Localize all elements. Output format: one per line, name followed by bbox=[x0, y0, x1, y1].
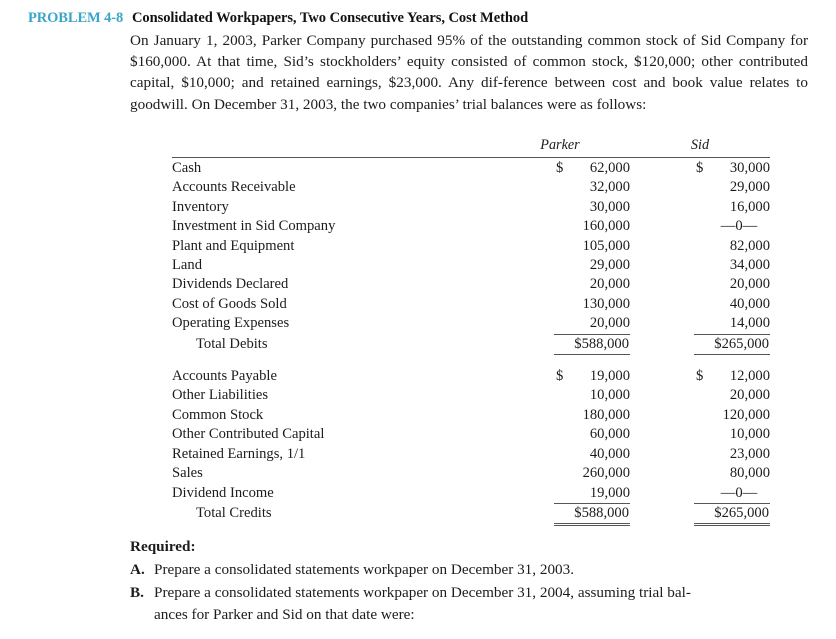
amount-value: 12,000 bbox=[729, 368, 770, 385]
amount-value: 40,000 bbox=[729, 295, 770, 312]
row-label: Investment in Sid Company bbox=[172, 218, 336, 235]
table-row bbox=[172, 464, 770, 483]
header-blank bbox=[172, 137, 490, 157]
parker-amount bbox=[490, 386, 630, 405]
currency-symbol: $ bbox=[556, 368, 564, 385]
row-label: Cash bbox=[172, 160, 202, 176]
amount-value: 32,000 bbox=[589, 179, 630, 196]
amount-value: 40,000 bbox=[589, 445, 630, 462]
column-header-parker: Parker bbox=[540, 137, 580, 153]
row-label: Retained Earnings, 1/1 bbox=[172, 445, 306, 462]
parker-amount bbox=[490, 314, 630, 333]
table-row bbox=[172, 159, 770, 178]
table-row bbox=[172, 425, 770, 444]
currency-symbol: $ bbox=[696, 368, 704, 385]
amount-value: 82,000 bbox=[729, 237, 770, 254]
amount-value: 23,000 bbox=[729, 445, 770, 462]
table-row bbox=[172, 445, 770, 464]
sid-amount bbox=[630, 464, 770, 483]
required-item-text: Prepare a consolidated statements workpaper on December 31, 2004, assuming trial bal- ances for Parker and Sid on that date were: bbox=[154, 582, 820, 624]
parker-amount bbox=[490, 198, 630, 217]
parker-total-amount bbox=[490, 334, 630, 355]
sid-total-amount bbox=[630, 334, 770, 355]
amount-value: 20,000 bbox=[589, 276, 630, 293]
table-row bbox=[172, 295, 770, 314]
sid-amount bbox=[630, 367, 770, 386]
table-row bbox=[172, 406, 770, 425]
row-label: Accounts Payable bbox=[172, 368, 277, 385]
amount-value: 260,000 bbox=[582, 465, 630, 482]
section-gap-cell bbox=[172, 355, 770, 367]
amount-value: 62,000 bbox=[589, 160, 630, 176]
table-header-row bbox=[172, 137, 770, 157]
row-label: Inventory bbox=[172, 198, 229, 215]
amount-value: 34,000 bbox=[729, 257, 770, 274]
amount-value: 19,000 bbox=[589, 484, 630, 501]
amount-value: 30,000 bbox=[589, 198, 630, 215]
parker-amount bbox=[490, 425, 630, 444]
section-gap bbox=[172, 355, 770, 367]
amount-value: 105,000 bbox=[582, 237, 630, 254]
amount-value: 20,000 bbox=[589, 315, 630, 332]
amount-value: —0— bbox=[720, 484, 758, 501]
sid-amount bbox=[630, 237, 770, 256]
amount-value: 130,000 bbox=[582, 295, 630, 312]
table-row bbox=[172, 198, 770, 217]
amount-value: 180,000 bbox=[582, 406, 630, 423]
required-item bbox=[130, 582, 820, 624]
total-value: $265,000 bbox=[694, 334, 770, 355]
required-heading: Required: bbox=[130, 538, 196, 555]
row-label: Operating Expenses bbox=[172, 315, 290, 332]
currency-symbol: $ bbox=[696, 160, 704, 176]
table-row bbox=[172, 256, 770, 275]
sid-amount bbox=[630, 256, 770, 275]
credits-section bbox=[172, 355, 770, 526]
required-item-continuation: ances for Parker and Sid on that date were: bbox=[154, 605, 415, 623]
parker-amount bbox=[490, 445, 630, 464]
sid-amount bbox=[630, 275, 770, 294]
parker-amount bbox=[490, 256, 630, 275]
row-label: Cost of Goods Sold bbox=[172, 295, 287, 312]
amount-value: 120,000 bbox=[722, 406, 770, 423]
row-label: Dividends Declared bbox=[172, 276, 289, 293]
row-label: Common Stock bbox=[172, 406, 264, 423]
amount-value: 80,000 bbox=[729, 465, 770, 482]
parker-total-amount bbox=[490, 503, 630, 526]
amount-value: 20,000 bbox=[729, 387, 770, 404]
problem-intro-paragraph: On January 1, 2003, Parker Company purchased 95% of the outstanding common stock of Sid Company for $160,000. At that time, Sid’s stockholders’ equity consisted of common stock, $120,000; other contributed capital, $10,000; and retained earnings, $23,000. Any dif-ference between cost and book value relates to goodwill. On December 31, 2003, the two companies’ trial balances were as follows: bbox=[130, 32, 808, 113]
amount-value: —0— bbox=[720, 218, 758, 235]
row-label: Accounts Receivable bbox=[172, 179, 296, 196]
sid-amount bbox=[630, 484, 770, 503]
sid-amount bbox=[630, 314, 770, 333]
parker-amount bbox=[490, 217, 630, 236]
total-debits-row bbox=[172, 334, 770, 355]
total-value: $588,000 bbox=[554, 503, 630, 526]
sid-amount bbox=[630, 178, 770, 197]
parker-amount bbox=[490, 406, 630, 425]
sid-total-amount bbox=[630, 503, 770, 526]
amount-value: 20,000 bbox=[729, 276, 770, 293]
row-label: Sales bbox=[172, 465, 203, 482]
amount-value: 10,000 bbox=[729, 426, 770, 443]
required-item bbox=[130, 559, 820, 580]
sid-amount bbox=[630, 159, 770, 178]
sid-amount bbox=[630, 406, 770, 425]
row-label: Plant and Equipment bbox=[172, 237, 295, 254]
table-row bbox=[172, 314, 770, 333]
currency-symbol: $ bbox=[556, 160, 564, 176]
row-label: Other Contributed Capital bbox=[172, 426, 325, 443]
sid-amount bbox=[630, 445, 770, 464]
total-value: $265,000 bbox=[694, 503, 770, 526]
debits-section bbox=[172, 159, 770, 355]
amount-value: 30,000 bbox=[729, 160, 770, 176]
table-row bbox=[172, 275, 770, 294]
amount-value: 29,000 bbox=[589, 257, 630, 274]
parker-amount bbox=[490, 464, 630, 483]
amount-value: 16,000 bbox=[729, 198, 770, 215]
trial-balance-table bbox=[172, 137, 770, 526]
parker-amount bbox=[490, 484, 630, 503]
required-item-text: Prepare a consolidated statements workpaper on December 31, 2003. bbox=[154, 561, 575, 579]
amount-value: 19,000 bbox=[589, 368, 630, 385]
table-row bbox=[172, 237, 770, 256]
parker-amount bbox=[490, 367, 630, 386]
total-label: Total Debits bbox=[196, 335, 268, 352]
sid-amount bbox=[630, 295, 770, 314]
problem-header bbox=[28, 10, 808, 27]
table-row bbox=[172, 178, 770, 197]
table-row bbox=[172, 217, 770, 236]
problem-title: Consolidated Workpapers, Two Consecutive Years, Cost Method bbox=[132, 10, 529, 26]
problem-number-label: PROBLEM 4-8 bbox=[28, 10, 124, 26]
parker-amount bbox=[490, 178, 630, 197]
required-item-letter: A. bbox=[130, 561, 145, 579]
required-item-letter: B. bbox=[130, 584, 144, 602]
amount-value: 160,000 bbox=[582, 218, 630, 235]
parker-amount bbox=[490, 237, 630, 256]
table-row bbox=[172, 484, 770, 503]
sid-amount bbox=[630, 198, 770, 217]
row-label: Dividend Income bbox=[172, 484, 274, 501]
table-row bbox=[172, 367, 770, 386]
amount-value: 60,000 bbox=[589, 426, 630, 443]
table-row bbox=[172, 386, 770, 405]
row-label: Other Liabilities bbox=[172, 387, 269, 404]
amount-value: 14,000 bbox=[729, 315, 770, 332]
required-items-list bbox=[130, 559, 820, 625]
trial-balance-table-wrapper bbox=[172, 137, 770, 526]
total-label: Total Credits bbox=[196, 504, 272, 521]
amount-value: 10,000 bbox=[589, 387, 630, 404]
sid-amount bbox=[630, 217, 770, 236]
required-section bbox=[130, 536, 820, 625]
column-header-sid: Sid bbox=[690, 137, 710, 153]
amount-value: 29,000 bbox=[729, 179, 770, 196]
parker-amount bbox=[490, 295, 630, 314]
row-label: Land bbox=[172, 257, 202, 274]
sid-amount bbox=[630, 425, 770, 444]
parker-amount bbox=[490, 275, 630, 294]
parker-amount bbox=[490, 159, 630, 178]
sid-amount bbox=[630, 386, 770, 405]
total-credits-row bbox=[172, 503, 770, 526]
total-value: $588,000 bbox=[554, 334, 630, 355]
